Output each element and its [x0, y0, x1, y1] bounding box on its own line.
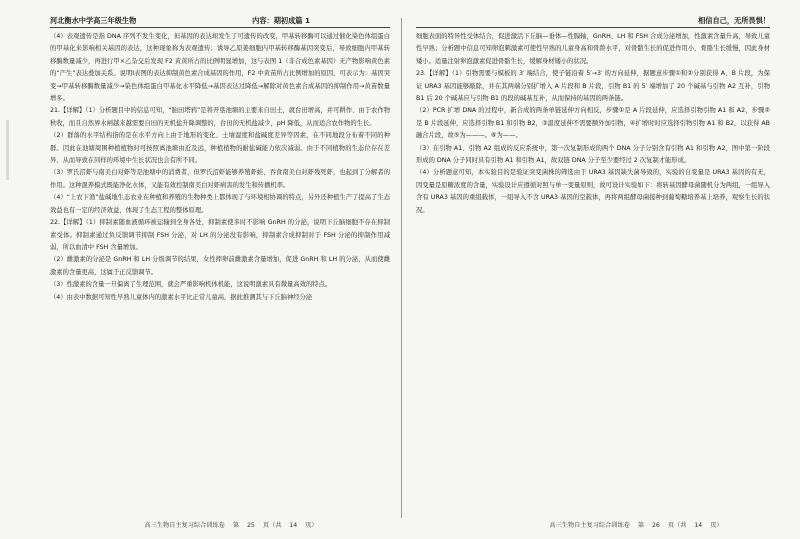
answer-paragraph: （3）罗氏沼虾与南美白对虾等是池塘中的消费者，但罗氏沼虾能够养殖虾蛙、吞食南美白对虾残死虾，也起到了分解者的作用。这种混养模式既能净化水体，又能有效控制南美白对虾病害的发生和传播机率。	[50, 169, 390, 189]
answer-paragraph: 21.【详解】（1）分析题目中的信息可知，“胎田塔鸦”是将开垦池塘的主要来自田土，就台田增高，并可耕作、由于农作物秋收，而且自然界水闸越来越需要自田的无机盐升降调整的，台田的无机盐减少，pH 降低，从而适合农作物的生长。	[50, 107, 390, 127]
answer-paragraph: （2）PCR 扩增 DNA 的过程中，新合成的两条单链延伸方向相反，步骤①是 A 片段延伸，应选择引物引物 A1 和 A2，步骤②是 B 片段延伸，应选择引物 B1 和引物 B2，③温度延伸不需要额外加引物，④扩增时时应选择引物引物 A1 和 B2，以获得 AB 融合片段，故⑤为———。⑥为——。	[416, 107, 770, 140]
answer-paragraph: （2）群落的水平结构指的是在水平方向上由于地形的变化、土壤湿度和盐碱度差异等因素，在不同地段分布着不同的种群。因此在池塘周围种植植物时可按照离池塘由近及远，种植植物的耐盐碱能力依次减弱。由于不同植物的生态位存在差异，从而导致在同样的环境中生长状况也会有所不同。	[50, 132, 390, 165]
content-label: 内容：期初成篇 1	[252, 16, 310, 25]
answer-paragraph: （2）雌激素的分泌是 GnRH 和 LH 分级调节的结果，女性摔卵前雌激素含量增加，促进 GnRH 和 LH 的分泌，从而使雌激素的含量更高，这属于正反馈调节。	[50, 256, 390, 276]
right-page-body	[416, 31, 770, 217]
answer-paragraph: （4）表观遗传是指 DNA 序列不发生变化，但基因的表达却发生了可遗传的改变，甲基转移酶可以通过催化染色体组蛋白的甲基化来影响相关基因的表达，这种现象称为表观遗传；诱导乙原姜细胞内甲基转移酶基因突变后，导致细胞内甲基转移酶数量减少，再进行甲×乙杂交后发现 F2 黄黄所占的比例明显增加，这与表图 1（非合成色素基因）无产物影响黄色素的“产生”表达叠加关系。说明Ⅰ表图的表达抑制黄色素合成基因的作用，F2 中黄苗所占比例增加的原因，可表示为：基因突变→甲基转移酶数量减少→染色体组蛋白甲基化水平降低→基因表达过降低→解除对黄色素合成基因的抑制作用→黄苗数量增多。	[50, 33, 390, 103]
right-page-header	[416, 16, 770, 28]
right-page-footer: 高三生物自主复习综合训练卷 第 26 页（共 14 页）	[549, 522, 723, 529]
answer-paragraph: 23.【详解】（1）引物需要与模板的 3′ 端结合，使子链沿着 5′→3′ 的方向延伸，据题意步骤①和②分别获得 A、B 片段，为保证 URA3 基因能够敲除，并在其两端分别扩增入 A 片段和 B 片段，引物 B1 的 5′ 端增加了 20 个碱基与引物 A2 互补，引物 B1 后 20 个碱基应与引物 B1 的段的碱基互补，从而保持的基因的两条链。	[416, 70, 770, 103]
answer-paragraph: （4）“上农下渔”盐碱地生态农业在种植和养殖的生物种类上都体现了与环境相协调的特点，另外还种植生产了提高了生态效益也有一定的经济效益，体现了生态工程的整体原理。	[50, 194, 390, 214]
motto: 相信自己，无所畏惧！	[698, 16, 770, 25]
answer-paragraph: （4）由表中数据可知性早熟儿童体内的激素水平比正常儿童高，据此推测其与下丘脑神经分泌	[50, 293, 313, 301]
left-page-body	[50, 31, 390, 304]
answer-paragraph: 细胞表面的特异性受体结合，促进激活下丘脑—垂体—性腺轴，GnRH、LH 和 FSH 合成分泌增加，性激素含量升高，导致儿童性早熟；分析题中信息可知卵泡刺激素可使性早熟的儿童身高和骨龄水平，对骨骼生长的促进作用小，骨骼生长缓慢，因此身材矮小。适量注射卵泡激素促进骨骼生长，缓解身材矮小的状况。	[416, 33, 770, 65]
school-subject-title: 河北衡水中学高三年级生物	[50, 16, 137, 25]
left-page-header	[50, 16, 390, 28]
answer-paragraph: （3）性激素的含量一旦偏离了生理范围，就会严重影响机体机能，这说明激素具有微量高效的特点。	[50, 281, 332, 289]
answer-paragraph: 22.【详解】（1）抑制素随血液循环被运输到全身各处，抑制素使多时不影响 GnRH 的分泌，说明下丘脑细胞不存在抑制素受体。抑制素通过负反馈调节抑制 FSH 分泌，对 LH 的分泌没有影响，抑制素合成抑制对于 FSH 分泌的抑制作用减弱，所以血清中 FSH 含量增加。	[50, 219, 390, 251]
left-page-footer: 高三生物自主复习综合训练卷 第 25 页（共 14 页）	[144, 522, 318, 529]
answer-paragraph: （4）分析题意可知，本实验目的是验证突变菌株的筛选由于 URA3 基因缺失菌导致的，实验的自变量是 URA3 基因的有无，因变量是原糖浓度的含量，实验设计应遵循对照与单一变量原则，故可设计实验如下：将转基因酵母菌随机分为两组，一组导入含有 URA3 基因的重组载体，一组导入不含 URA3 基因的空载体，再将两组酵母菌接种到葡萄糖培养基上培养，观察生长的状况。	[416, 169, 770, 214]
right-page	[402, 0, 800, 539]
answer-paragraph: （3）在引物 A1、引物 A2 组成的反应系统中，第一次复制形成的两个 DNA 分子分别含有引物 A1 和引物 A2，图中第一阶段形成的 DNA 分子同时具有引物 A1 和引物 A1，故双链 DNA 分子至少要经过 2 次复制才能形成。	[416, 144, 770, 165]
